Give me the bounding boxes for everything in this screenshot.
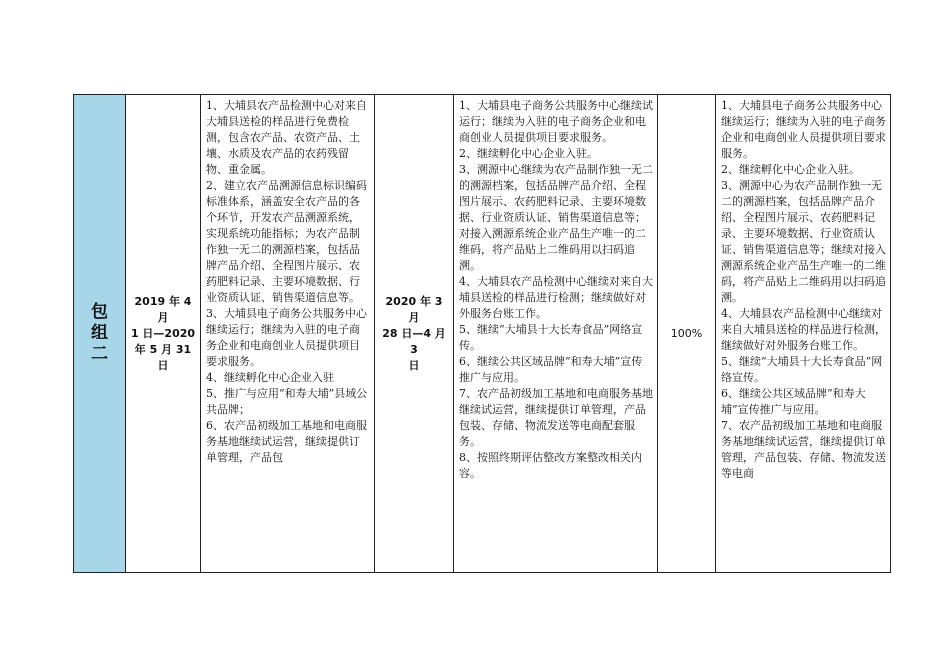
next-plan-cell: [716, 95, 891, 573]
group-cell: [74, 95, 126, 573]
report-period-cell: [375, 95, 454, 573]
report-period-text: 2020 年 3 月 28 日—4 月 3 日: [382, 294, 446, 372]
progress-table: [73, 94, 891, 573]
completion-percent-text: 100%: [670, 326, 703, 340]
project-period-cell: [126, 95, 201, 573]
project-content-text: 1、大埔县农产品检测中心对来自大埔县送检的样品进行免费检测，包含农产品、农资产品、土壤、水质及农产品的农药残留物、重金属。 2、建立农产品溯源信息标识编码标准体系，涵盖安全农产品的各个环节，开发农产品溯源系统，实现系统功能指标；为农产品制作独一无二的溯源档案，包括品牌产品介绍、全程图片展示、农药肥料记录、主要环境数据、行业资质认证、销售渠道信息等。 3、大埔县电子商务公共服务中心继续运行；继续为入驻的电子商务企业和电商创业人员提供项目要求服务。 4、继续孵化中心企业入驻 5、推广与应用“和寿大埔”县域公共品牌； 6、农产品初级加工基地和电商服务基地继续试运营，继续提供订单管理，产品包: [206, 99, 368, 464]
week-progress-cell: [454, 95, 658, 573]
week-progress-text: 1、大埔县电子商务公共服务中心继续试运行；继续为入驻的电子商务企业和电商创业人员提供项目要求服务。 2、继续孵化中心企业入驻。 3、溯源中心继续为农产品制作独一无二的溯源档案，包括品牌产品介绍、全程图片展示、农药肥料记录、主要环境数据、行业资质认证、销售渠道信息等；对接入溯源系统企业产品生产唯一的二维码，将产品贴上二维码用以扫码追溯。 4、大埔县农产品检测中心继续对来自大埔县送检的样品进行检测；继续做好对外服务台账工作。 5、继续“大埔县十大长寿食品”网络宣传。 6、继续公共区域品牌“和寿大埔”宣传推广与应用。 7、农产品初级加工基地和电商服务基地继续试运营，继续提供订单管理，产品包装、存储、物流发送等电商配套服务。 8、按照终期评估整改方案整改相关内容。: [459, 99, 653, 480]
table-row: [74, 95, 891, 573]
completion-percent-cell: [658, 95, 716, 573]
next-plan-text: 1、大埔县电子商务公共服务中心继续运行；继续为入驻的电子商务企业和电商创业人员提供项目要求服务。 2、继续孵化中心企业入驻。 3、溯源中心为农产品制作独一无二的溯源档案，包括品牌产品介绍、全程图片展示、农药肥料记录、主要环境数据、行业资质认证、销售渠道信息等；继续对接入溯源系统企业产品生产唯一的二维码，将产品贴上二维码用以扫码追溯。 4、大埔县农产品检测中心继续对来自大埔县送检的样品进行检测，继续做好对外服务台账工作。 5、继续“大埔县十大长寿食品”网络宣传。 6、继续公共区域品牌“和寿大埔”宣传推广与应用。 7、农产品初级加工基地和电商服务基地继续试运营，继续提供订单管理，产品包装、存储、物流发送等电商: [721, 99, 886, 480]
project-period-text: 2019 年 4 月 1 日—2020 年 5 月 31 日: [130, 294, 196, 372]
project-content-cell: [201, 95, 375, 573]
group-label: 包组二: [91, 302, 108, 364]
